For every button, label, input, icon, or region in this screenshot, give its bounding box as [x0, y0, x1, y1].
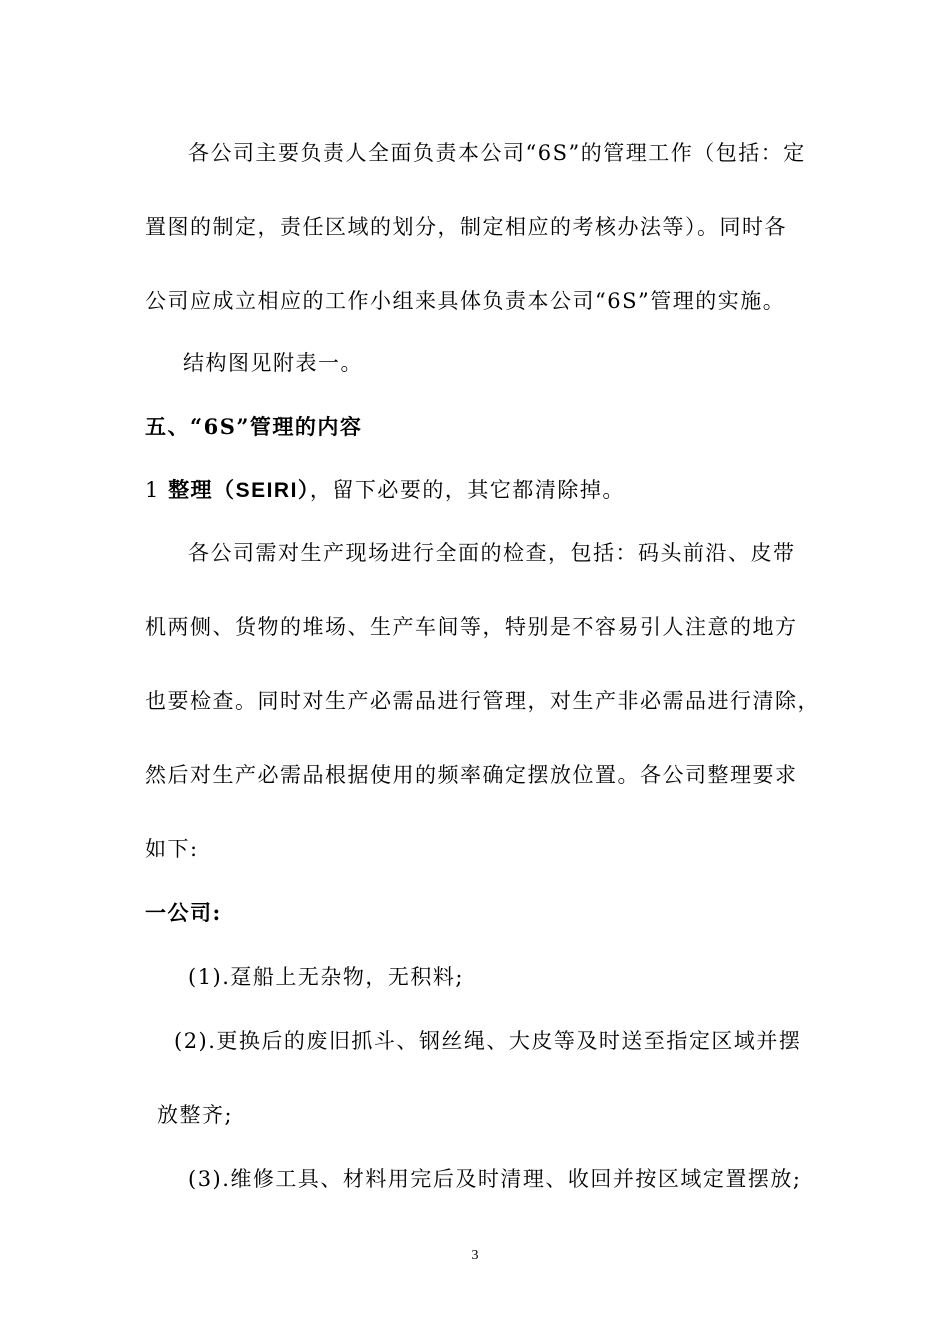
paragraph-2-line-3: 也要检查。同时对生产必需品进行管理，对生产非必需品进行清除，: [145, 689, 820, 713]
paragraph-2-line-1: 各公司需对生产现场进行全面的检查，包括：码头前沿、皮带: [188, 541, 796, 565]
requirement-1: (1).趸船上无杂物，无积料;: [188, 965, 464, 989]
paragraph-2-line-5: 如下:: [145, 837, 199, 861]
requirement-3: (3).维修工具、材料用完后及时清理、收回并按区域定置摆放;: [188, 1167, 802, 1191]
item-1-title-en: SEIRI: [235, 479, 298, 502]
paragraph-2-line-4: 然后对生产必需品根据使用的频率确定摆放位置。各公司整理要求: [145, 763, 798, 787]
page-number: 3: [471, 1248, 479, 1263]
item-1-title-cn: 整理（: [168, 477, 236, 502]
paragraph-1-line-3: 公司应成立相应的工作小组来具体负责本公司“6S”管理的实施。: [145, 289, 786, 313]
section-heading: 五、“6S”管理的内容: [145, 414, 363, 439]
item-1-number: 1: [145, 478, 160, 502]
paragraph-1-line-2: 置图的制定，责任区域的划分，制定相应的考核办法等）。同时各: [145, 215, 787, 239]
paragraph-1-line-1: 各公司主要负责人全面负责本公司“6S”的管理工作（包括：定: [188, 141, 806, 165]
requirement-2-line-1: (2).更换后的废旧抓斗、钢丝绳、大皮等及时送至指定区域并摆: [174, 1029, 802, 1053]
requirement-2-line-2: 放整齐;: [157, 1103, 234, 1127]
item-1-title-close: ）: [297, 477, 310, 502]
structure-note: 结构图见附表一。: [183, 351, 363, 375]
paragraph-2-line-2: 机两侧、货物的堆场、生产车间等，特别是不容易引人注意的地方: [145, 615, 798, 639]
item-1-heading: [145, 475, 625, 506]
company-heading: 一公司:: [145, 900, 222, 925]
item-1-description: ，留下必要的，其它都清除掉。: [309, 478, 625, 502]
